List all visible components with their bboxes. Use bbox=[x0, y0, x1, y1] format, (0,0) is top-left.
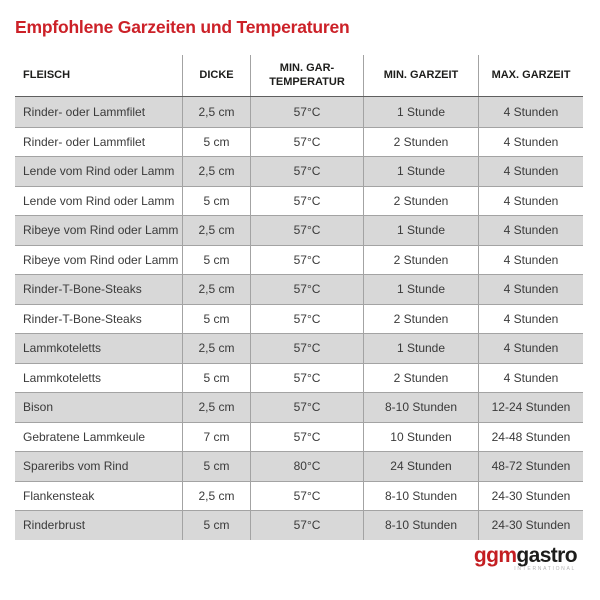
cell-min-gar-temperatur: 57°C bbox=[250, 334, 363, 363]
table-row bbox=[15, 422, 583, 452]
cell-max-garzeit: 4 Stunden bbox=[478, 157, 583, 186]
cell-fleisch: Rinder- oder Lammfilet bbox=[23, 104, 146, 119]
cell-min-gar-temperatur: 57°C bbox=[250, 364, 363, 393]
cell-fleisch: Flankensteak bbox=[23, 488, 95, 503]
cell-fleisch: Lende vom Rind oder Lamm bbox=[23, 164, 175, 179]
cell-dicke: 7 cm bbox=[182, 423, 250, 452]
cell-fleisch: Ribeye vom Rind oder Lamm bbox=[23, 223, 179, 238]
table-row bbox=[15, 363, 583, 393]
cell-max-garzeit: 4 Stunden bbox=[478, 305, 583, 334]
cell-dicke: 2,5 cm bbox=[182, 482, 250, 511]
cell-min-gar-temperatur: 57°C bbox=[250, 275, 363, 304]
cell-max-garzeit: 4 Stunden bbox=[478, 128, 583, 157]
cell-min-garzeit: 1 Stunde bbox=[363, 334, 478, 363]
cell-dicke: 5 cm bbox=[182, 452, 250, 481]
table-row bbox=[15, 127, 583, 157]
table-row bbox=[15, 215, 583, 245]
cell-min-gar-temperatur: 57°C bbox=[250, 393, 363, 422]
cell-fleisch: Spareribs vom Rind bbox=[23, 459, 129, 474]
cell-min-garzeit: 10 Stunden bbox=[363, 423, 478, 452]
table-header-row bbox=[15, 55, 583, 97]
logo-text-gastro: gastro bbox=[516, 544, 577, 567]
cell-max-garzeit: 48-72 Stunden bbox=[478, 452, 583, 481]
cell-min-garzeit: 2 Stunden bbox=[363, 305, 478, 334]
table-row bbox=[15, 245, 583, 275]
cell-min-garzeit: 2 Stunden bbox=[363, 246, 478, 275]
logo-subtitle: INTERNATIONAL bbox=[514, 566, 576, 572]
table-row bbox=[15, 156, 583, 186]
cell-dicke: 2,5 cm bbox=[182, 334, 250, 363]
cell-min-gar-temperatur: 57°C bbox=[250, 187, 363, 216]
table-row bbox=[15, 451, 583, 481]
cell-min-garzeit: 8-10 Stunden bbox=[363, 511, 478, 540]
cell-max-garzeit: 4 Stunden bbox=[478, 187, 583, 216]
cell-min-garzeit: 2 Stunden bbox=[363, 364, 478, 393]
cell-min-garzeit: 2 Stunden bbox=[363, 187, 478, 216]
cell-min-garzeit: 8-10 Stunden bbox=[363, 482, 478, 511]
cell-dicke: 5 cm bbox=[182, 511, 250, 540]
cell-min-gar-temperatur: 57°C bbox=[250, 305, 363, 334]
cell-dicke: 2,5 cm bbox=[182, 216, 250, 245]
column-header-max-garzeit: MAX. GARZEIT bbox=[478, 55, 583, 96]
cell-fleisch: Rinder-T-Bone-Steaks bbox=[23, 282, 142, 297]
cell-min-garzeit: 1 Stunde bbox=[363, 97, 478, 127]
cell-max-garzeit: 4 Stunden bbox=[478, 97, 583, 127]
cell-min-garzeit: 2 Stunden bbox=[363, 128, 478, 157]
cell-fleisch: Rinder- oder Lammfilet bbox=[23, 134, 146, 149]
cell-fleisch: Lammkoteletts bbox=[23, 370, 102, 385]
cell-dicke: 2,5 cm bbox=[182, 393, 250, 422]
logo-wordmark bbox=[474, 545, 577, 566]
cell-dicke: 2,5 cm bbox=[182, 275, 250, 304]
table-row bbox=[15, 481, 583, 511]
cell-max-garzeit: 24-30 Stunden bbox=[478, 482, 583, 511]
column-header-min-garzeit: MIN. GARZEIT bbox=[363, 55, 478, 96]
cell-fleisch: Lammkoteletts bbox=[23, 341, 102, 356]
cell-min-gar-temperatur: 57°C bbox=[250, 216, 363, 245]
column-header-dicke: DICKE bbox=[182, 55, 250, 96]
cell-max-garzeit: 4 Stunden bbox=[478, 275, 583, 304]
cell-min-gar-temperatur: 57°C bbox=[250, 482, 363, 511]
cell-fleisch: Rinderbrust bbox=[23, 518, 86, 533]
cell-fleisch: Lende vom Rind oder Lamm bbox=[23, 193, 175, 208]
cell-dicke: 5 cm bbox=[182, 246, 250, 275]
cell-max-garzeit: 4 Stunden bbox=[478, 334, 583, 363]
cell-max-garzeit: 4 Stunden bbox=[478, 216, 583, 245]
cell-min-gar-temperatur: 57°C bbox=[250, 97, 363, 127]
cell-min-gar-temperatur: 57°C bbox=[250, 157, 363, 186]
cell-min-garzeit: 24 Stunden bbox=[363, 452, 478, 481]
table-row bbox=[15, 97, 583, 127]
cell-min-gar-temperatur: 57°C bbox=[250, 128, 363, 157]
cell-max-garzeit: 12-24 Stunden bbox=[478, 393, 583, 422]
cooking-times-table bbox=[15, 55, 583, 540]
cell-max-garzeit: 4 Stunden bbox=[478, 246, 583, 275]
table-row bbox=[15, 304, 583, 334]
cell-min-garzeit: 1 Stunde bbox=[363, 275, 478, 304]
cell-dicke: 5 cm bbox=[182, 364, 250, 393]
page-title: Empfohlene Garzeiten und Temperaturen bbox=[15, 17, 350, 37]
cell-dicke: 5 cm bbox=[182, 128, 250, 157]
ggmgastro-logo bbox=[474, 545, 577, 572]
cell-max-garzeit: 24-48 Stunden bbox=[478, 423, 583, 452]
cell-min-gar-temperatur: 80°C bbox=[250, 452, 363, 481]
cell-fleisch: Ribeye vom Rind oder Lamm bbox=[23, 252, 179, 267]
cell-dicke: 5 cm bbox=[182, 187, 250, 216]
table-row bbox=[15, 392, 583, 422]
cell-fleisch: Gebratene Lammkeule bbox=[23, 429, 146, 444]
cell-fleisch: Bison bbox=[23, 400, 54, 415]
cell-min-garzeit: 1 Stunde bbox=[363, 216, 478, 245]
table-body bbox=[15, 97, 583, 540]
cell-dicke: 2,5 cm bbox=[182, 97, 250, 127]
cell-dicke: 5 cm bbox=[182, 305, 250, 334]
table-row bbox=[15, 274, 583, 304]
table-row bbox=[15, 186, 583, 216]
cell-max-garzeit: 24-30 Stunden bbox=[478, 511, 583, 540]
cell-min-gar-temperatur: 57°C bbox=[250, 246, 363, 275]
cell-max-garzeit: 4 Stunden bbox=[478, 364, 583, 393]
cell-min-garzeit: 8-10 Stunden bbox=[363, 393, 478, 422]
table-row bbox=[15, 510, 583, 540]
table-row bbox=[15, 333, 583, 363]
column-header-fleisch: FLEISCH bbox=[23, 68, 71, 81]
cell-fleisch: Rinder-T-Bone-Steaks bbox=[23, 311, 142, 326]
column-header-min-gar-temperatur: MIN. GAR-TEMPERATUR bbox=[250, 55, 363, 96]
cell-dicke: 2,5 cm bbox=[182, 157, 250, 186]
cell-min-gar-temperatur: 57°C bbox=[250, 511, 363, 540]
logo-text-ggm: ggm bbox=[473, 544, 517, 567]
cell-min-gar-temperatur: 57°C bbox=[250, 423, 363, 452]
cell-min-garzeit: 1 Stunde bbox=[363, 157, 478, 186]
